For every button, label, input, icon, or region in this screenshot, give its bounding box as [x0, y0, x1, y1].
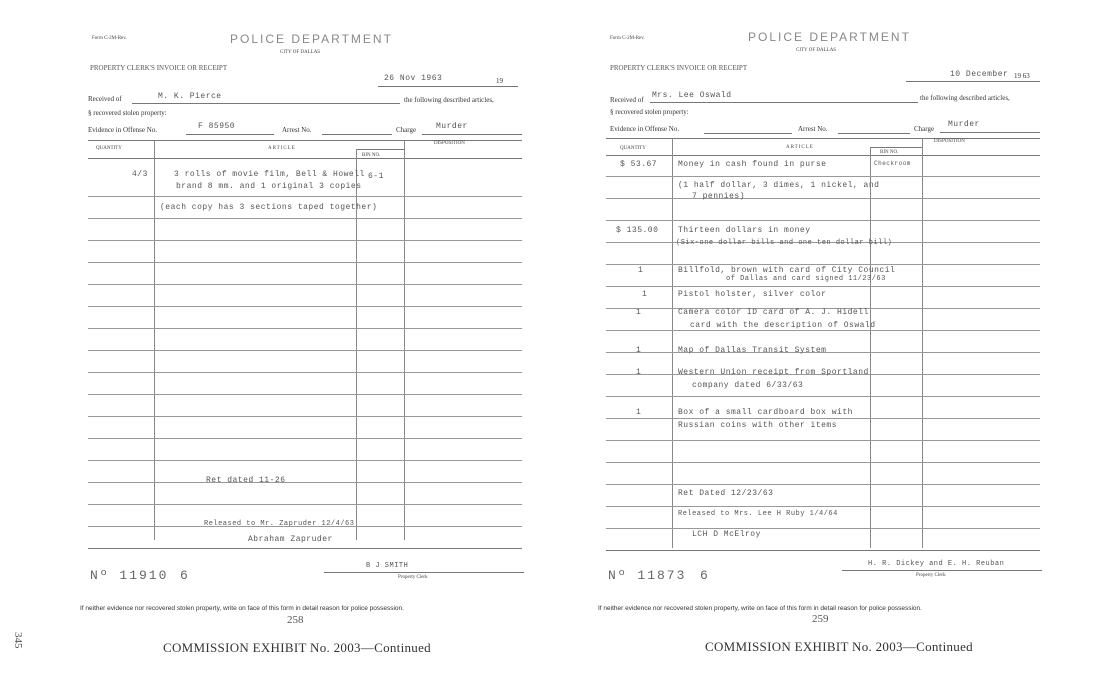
col-disposition: DISPOSITION	[434, 141, 465, 146]
row-bin: 6-1	[368, 172, 384, 181]
left-caption: COMMISSION EXHIBIT No. 2003—Continued	[163, 640, 431, 655]
row-article: Billfold, brown with card of City Council	[678, 266, 896, 275]
row-article: 7 pennies)	[692, 192, 746, 201]
recovered-label: § recovered stolen property:	[88, 109, 167, 117]
arrest-label: Arrest No.	[282, 126, 312, 134]
form-title: PROPERTY CLERK'S INVOICE OR RECEIPT	[90, 64, 228, 72]
row-article: 3 rolls of movie film, Bell & Howell	[174, 170, 365, 179]
row-qty: 1	[638, 266, 644, 275]
row-article: card with the description of Oswald	[690, 321, 876, 330]
evidence-label: Evidence in Offense No.	[88, 126, 158, 134]
row-qty: $ 53.67	[620, 160, 658, 169]
left-page-number: 258	[287, 614, 304, 626]
right-page-number: 259	[812, 613, 829, 625]
date-value: 26 Nov 1963	[384, 74, 443, 83]
right-caption: COMMISSION EXHIBIT No. 2003—Continued	[705, 639, 973, 654]
clerk-label: Property Clerk	[398, 575, 428, 580]
received-value: M. K. Pierce	[158, 92, 222, 101]
row-article: (Six-one dollar bills and one ten dollar bill)	[676, 239, 893, 247]
col-quantity: QUANTITY	[96, 146, 122, 151]
received-value: Mrs. Lee Oswald	[652, 91, 732, 100]
row-article: (1 half dollar, 3 dimes, 1 nickel, and	[678, 181, 880, 190]
clerk-name: B J SMITH	[366, 562, 409, 570]
date-value: 10 December	[950, 70, 1009, 79]
arrest-label: Arrest No.	[798, 125, 828, 133]
release-signature: Abraham Zapruder	[248, 535, 333, 544]
row-qty: 1	[636, 408, 642, 417]
side-page-number: 345	[12, 632, 24, 649]
clerk-label: Property Clerk	[916, 573, 946, 578]
following-label: the following described articles,	[404, 96, 494, 104]
row-qty: 1	[636, 308, 642, 317]
left-footnote: If neither evidence nor recovered stolen property, write on face of this form in detail reason for police possession.	[80, 605, 404, 612]
following-label: the following described articles,	[920, 94, 1010, 102]
evidence-label: Evidence in Offense No.	[610, 125, 680, 133]
row-article: Map of Dallas Transit System	[678, 346, 827, 355]
row-article: Box of a small cardboard box with	[678, 408, 853, 417]
release-note: Released to Mrs. Lee H Ruby 1/4/64	[678, 510, 838, 518]
department-header: POLICE DEPARTMENT	[748, 30, 911, 44]
received-label: Received of	[610, 96, 644, 104]
right-footnote: If neither evidence nor recovered stolen property, write on face of this form in detail reason for police possession.	[598, 605, 922, 612]
date-suffix: 19	[496, 77, 503, 85]
charge-value: Murder	[948, 120, 980, 129]
row-qty: 1	[642, 290, 648, 299]
col-article: ARTICLE	[268, 146, 296, 151]
col-bin: BIN NO.	[362, 153, 381, 158]
col-disposition: DISPOSITION	[934, 139, 965, 144]
recovered-label: § recovered stolen property:	[610, 108, 689, 116]
charge-label: Charge	[914, 125, 935, 133]
charge-value: Murder	[436, 122, 468, 131]
charge-label: Charge	[396, 126, 417, 134]
row-qty: 1	[636, 368, 642, 377]
form-code: Form C-2M-Rev.	[610, 36, 645, 41]
col-article: ARTICLE	[786, 145, 814, 150]
row-qty: $ 135.00	[616, 226, 659, 235]
date-suffix: 19 63	[1014, 72, 1030, 80]
left-receipt-form	[88, 0, 538, 625]
col-bin: BIN NO.	[880, 150, 899, 155]
received-label: Received of	[88, 95, 122, 103]
row-qty: 4/3	[132, 170, 148, 179]
clerk-name: H. R. Dickey and E. H. Reuban	[868, 560, 1005, 568]
row-article: Western Union receipt from Sportland	[678, 368, 869, 377]
row-article: (each copy has 3 sections taped together)	[160, 203, 378, 212]
receipt-number: Nº 11873	[608, 568, 687, 583]
row-article: Pistol holster, silver color	[678, 290, 827, 299]
city-label: CITY OF DALLAS	[280, 50, 321, 55]
release-signature: LCH D McElroy	[692, 530, 761, 539]
row-article: Money in cash found in purse	[678, 160, 827, 169]
row-article: Camera color ID card of A. J. Hidell	[678, 308, 869, 317]
row-article: company dated 6/33/63	[692, 381, 804, 390]
col-quantity: QUANTITY	[620, 146, 646, 151]
row-bin: Checkroom	[874, 160, 911, 167]
receipt-number: Nº 11910	[90, 568, 169, 583]
right-receipt-form	[606, 0, 1056, 625]
row-article: brand 8 mm. and 1 original 3 copies	[176, 182, 362, 191]
return-note: Ret dated 11-26	[206, 476, 286, 485]
row-qty: 1	[636, 346, 642, 355]
department-header: POLICE DEPARTMENT	[230, 32, 393, 46]
receipt-mark: 6	[180, 568, 190, 583]
return-note: Ret Dated 12/23/63	[678, 489, 774, 498]
form-code: Form C-2M-Rev.	[92, 36, 127, 41]
row-article: Russian coins with other items	[678, 421, 838, 430]
release-note: Released to Mr. Zapruder 12/4/63	[204, 520, 355, 528]
city-label: CITY OF DALLAS	[796, 48, 837, 53]
row-article: Thirteen dollars in money	[678, 226, 811, 235]
offense-number: F 85950	[198, 122, 236, 131]
form-title: PROPERTY CLERK'S INVOICE OR RECEIPT	[610, 64, 748, 72]
row-article: of Dallas and card signed 11/23/63	[726, 275, 886, 283]
receipt-mark: 6	[700, 568, 710, 583]
